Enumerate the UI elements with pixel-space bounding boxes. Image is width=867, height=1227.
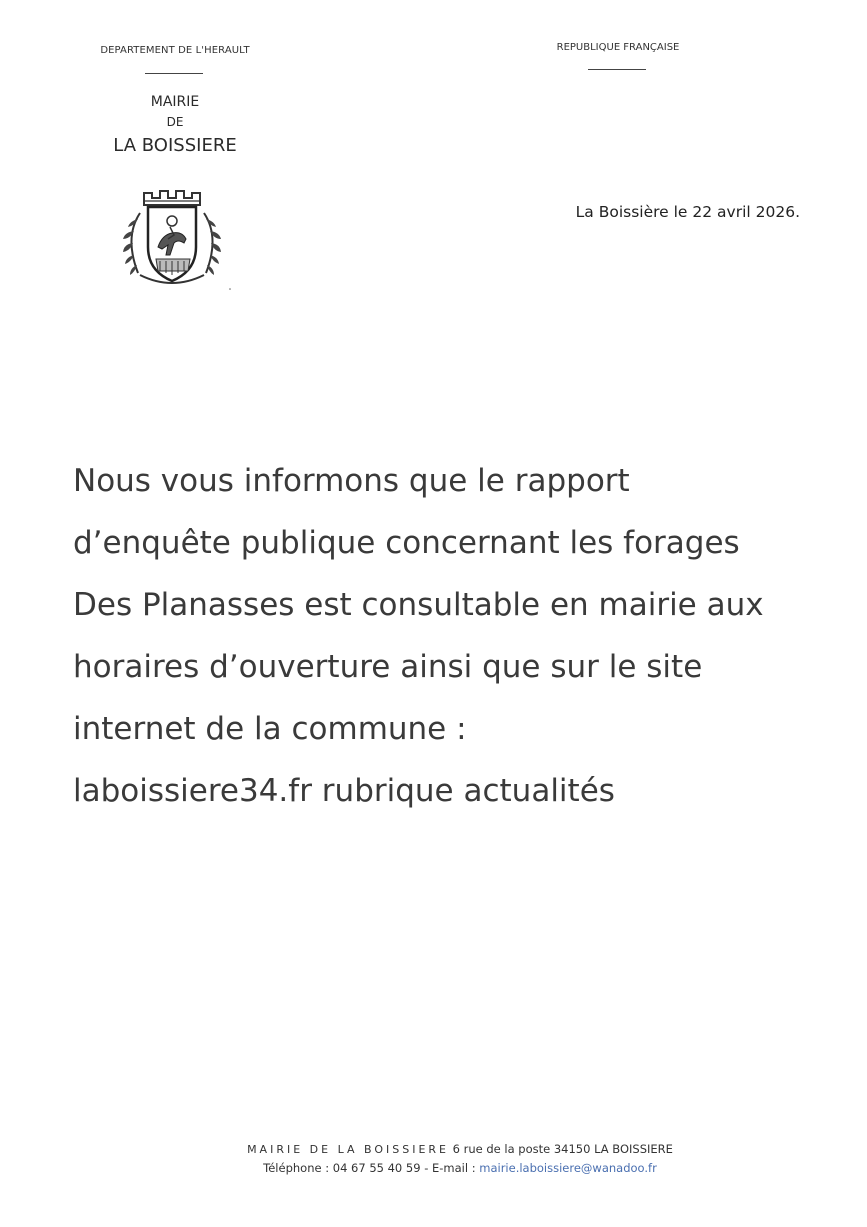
announcement-line: d’enquête publique concernant les forages: [73, 525, 740, 561]
header-divider-left: [145, 73, 203, 74]
municipal-coat-of-arms-icon: [110, 185, 232, 295]
footer-mairie-name: MAIRIE DE LA BOISSIERE: [247, 1143, 449, 1156]
mairie-title-line2: DE: [166, 115, 184, 129]
footer-phone: Téléphone : 04 67 55 40 59 - E-mail :: [263, 1161, 480, 1175]
announcement-line: Des Planasses est consultable en mairie aux: [73, 587, 764, 623]
document-date: La Boissière le 22 avril 2026.: [575, 203, 800, 221]
footer-address: 6 rue de la poste 34150 LA BOISSIERE: [452, 1142, 673, 1156]
announcement-line: horaires d’ouverture ainsi que sur le site: [73, 649, 703, 685]
announcement-body: [73, 450, 833, 822]
mairie-title-line3: LA BOISSIERE: [113, 135, 237, 156]
announcement-line: laboissiere34.fr rubrique actualités: [73, 773, 615, 809]
announcement-line: Nous vous informons que le rapport: [73, 463, 630, 499]
footer-email-link[interactable]: mairie.laboissiere@wanadoo.fr: [479, 1161, 657, 1175]
announcement-line: internet de la commune :: [73, 711, 467, 747]
footer-address-line: [150, 1140, 770, 1159]
mairie-title-block: [75, 92, 275, 159]
department-label: DEPARTEMENT DE L'HERAULT: [100, 45, 250, 56]
mairie-title-line1: MAIRIE: [150, 94, 200, 110]
footer-contact-line: [150, 1159, 770, 1177]
footer: [150, 1140, 770, 1177]
header-divider-right: [588, 69, 646, 70]
republic-label: REPUBLIQUE FRANÇAISE: [556, 42, 680, 53]
